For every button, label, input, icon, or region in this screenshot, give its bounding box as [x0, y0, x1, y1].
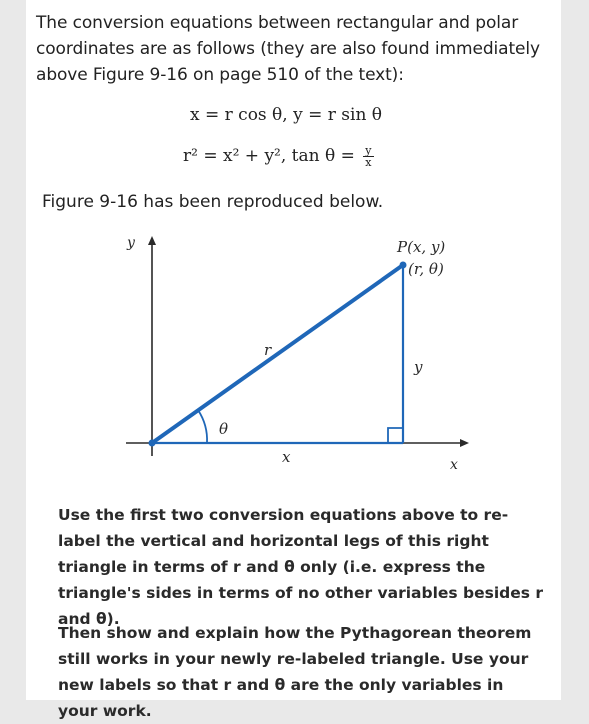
- y-axis-label: y: [127, 235, 135, 251]
- hypotenuse-label: r: [264, 341, 272, 359]
- vertical-leg-label: y: [414, 358, 423, 376]
- x-axis-label: x: [450, 457, 458, 473]
- origin-point: [149, 440, 156, 447]
- point-p-label: P(x, y): [397, 238, 446, 256]
- intro-text: The conversion equations between rectangular and polar coordinates are as follows (they are also found immediately above Figure 9-16 on page 510 of the text):: [36, 13, 540, 85]
- figure-caption: Figure 9-16 has been reproduced below.: [42, 192, 384, 212]
- angle-arc: [198, 410, 207, 443]
- point-p: [400, 262, 407, 269]
- right-angle-mark: [388, 428, 403, 443]
- fraction-numerator: y: [365, 144, 372, 157]
- horizontal-leg-label: x: [282, 448, 291, 466]
- fraction-denominator: x: [365, 156, 372, 169]
- question-1: Use the first two conversion equations above to re-label the vertical and horizontal legs of this right triangle in terms of r and θ only (i.e. express the triangle's sides in terms of no other variables besides r and θ).: [58, 506, 544, 628]
- hypotenuse-r: [152, 265, 403, 443]
- point-polar-label: (r, θ): [408, 260, 444, 278]
- question-2: Then show and explain how the Pythagorean theorem still works in your newly re-labeled triangle. Use your new labels so that r and θ are the only variables in your work.: [58, 624, 532, 720]
- equation-line-2-left: r² = x² + y², tan θ =: [183, 146, 355, 166]
- angle-label: θ: [219, 420, 229, 438]
- equation-line-1: x = r cos θ, y = r sin θ: [190, 105, 383, 125]
